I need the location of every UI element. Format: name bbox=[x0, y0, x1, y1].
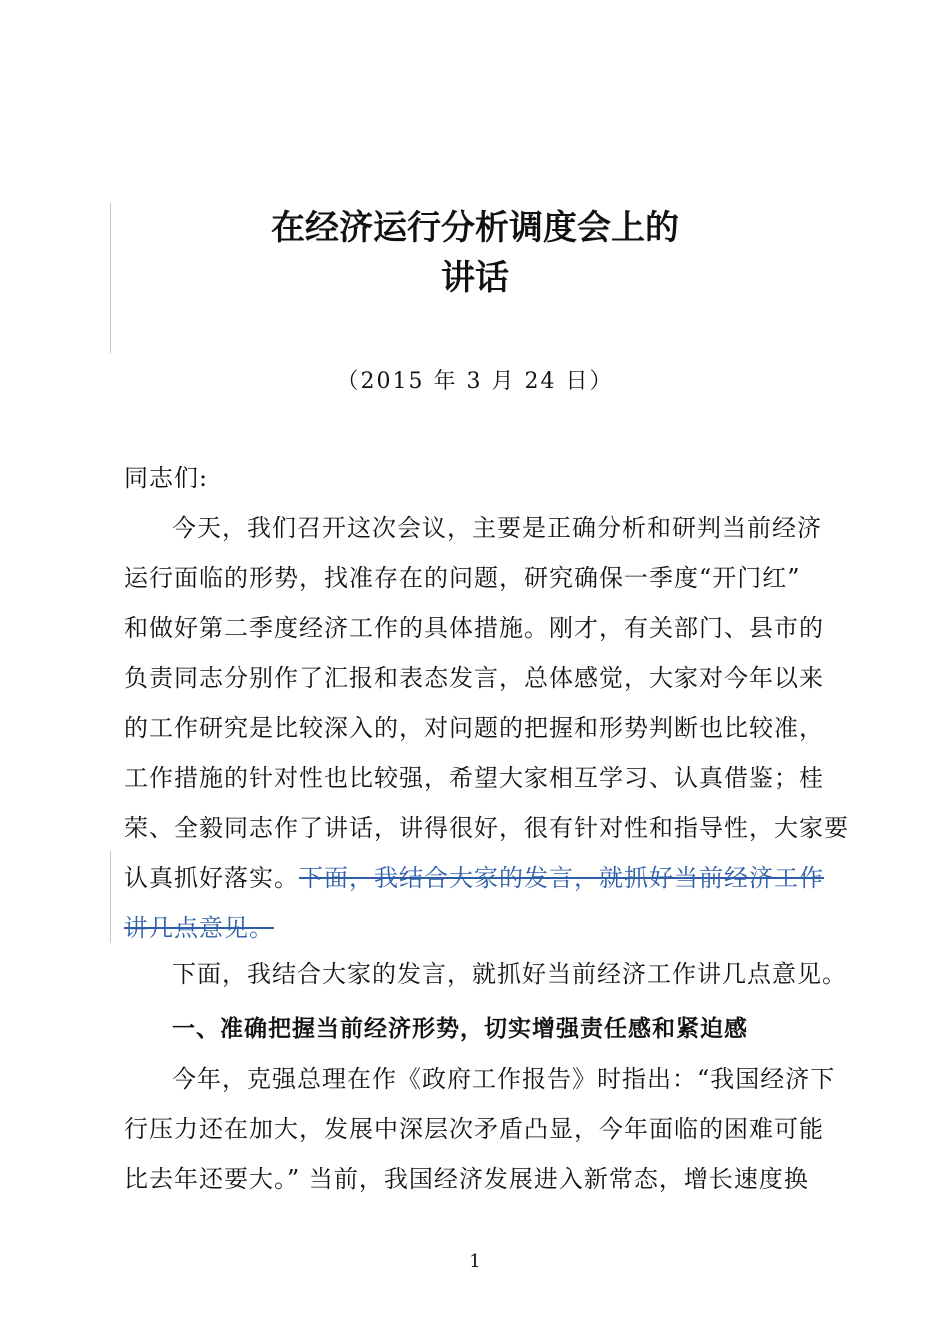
body-line: 工作措施的针对性也比较强，希望大家相互学习、认真借鉴；桂 bbox=[124, 764, 824, 792]
body-line: 今天，我们召开这次会议，主要是正确分析和研判当前经济 bbox=[172, 514, 822, 542]
body-line: 运行面临的形势，找准存在的问题，研究确保一季度“开门红” bbox=[124, 564, 801, 592]
document-date: （2015 年 3 月 24 日） bbox=[336, 369, 614, 394]
change-bar bbox=[110, 851, 111, 943]
inserted-paragraph: 下面，我结合大家的发言，就抓好当前经济工作讲几点意见。 bbox=[172, 960, 847, 988]
salutation: 同志们: bbox=[124, 464, 209, 492]
body-line: 比去年还要大。” 当前，我国经济发展进入新常态，增长速度换 bbox=[124, 1165, 809, 1193]
body-line: 和做好第二季度经济工作的具体措施。刚才，有关部门、县市的 bbox=[124, 614, 824, 642]
tracked-deletion: 讲几点意见。 bbox=[124, 914, 274, 942]
page-number: 1 bbox=[469, 1251, 481, 1272]
document-title: 在经济运行分析调度会上的 bbox=[271, 208, 679, 248]
body-text: 认真抓好落实。 bbox=[124, 864, 299, 892]
body-line-with-deletion bbox=[124, 853, 844, 903]
body-line: 今年，克强总理在作《政府工作报告》时指出：“我国经济下 bbox=[172, 1065, 836, 1093]
body-line: 荣、全毅同志作了讲话，讲得很好，很有针对性和指导性，大家要 bbox=[124, 814, 849, 842]
tracked-deletion: 下面，我结合大家的发言，就抓好当前经济工作 bbox=[299, 864, 824, 892]
body-line: 负责同志分别作了汇报和表态发言，总体感觉，大家对今年以来 bbox=[124, 664, 824, 692]
body-line: 行压力还在加大，发展中深层次矛盾凸显，今年面临的困难可能 bbox=[124, 1115, 824, 1143]
section-heading: 一、准确把握当前经济形势，切实增强责任感和紧迫感 bbox=[172, 1016, 748, 1042]
body-line-with-deletion bbox=[124, 903, 844, 953]
document-title-continued: 讲话 bbox=[441, 258, 509, 298]
body-line: 的工作研究是比较深入的，对问题的把握和形势判断也比较准， bbox=[124, 714, 824, 742]
